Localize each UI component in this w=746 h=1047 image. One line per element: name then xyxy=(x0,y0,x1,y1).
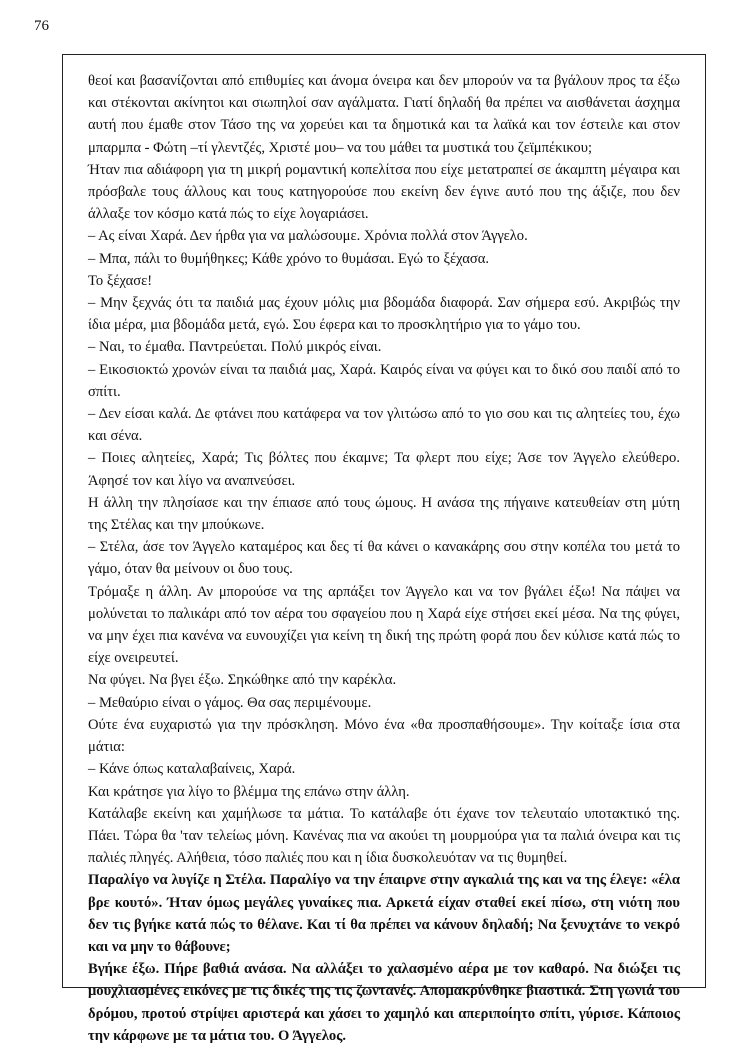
paragraph: – Ναι, το έμαθα. Παντρεύεται. Πολύ μικρός είναι. xyxy=(88,339,382,356)
paragraph: Το ξέχασε! xyxy=(88,272,153,289)
paragraph: – Μεθαύριο είναι ο γάμος. Θα σας περιμένουμε. xyxy=(88,694,372,711)
paragraph: θεοί και βασανίζονται από επιθυμίες και άνομα όνειρα και δεν μπορούν να τα βγάλουν προς τα έξω και στέκονται ακίνητοι και σιωπηλοί σαν αγάλματα. Γιατί δηλαδή θα πρέπει να αισθάνεται άσχημα αυτή που έμαθε στον Τάσο της να χορεύει και τα δημοτικά και τα λαϊκά και τον έστειλε και στον μπαρμπα - Φώτη –τί γλεντζές, Χριστέ μου– να του μάθει τα μυστικά του ζεϊμπέκικου; xyxy=(88,73,680,156)
paragraph: – Εικοσιοκτώ χρονών είναι τα παιδιά μας, Χαρά. Καιρός είναι να φύγει και το δικό σου παιδί από το σπίτι. xyxy=(88,361,680,400)
paragraph: Ήταν πια αδιάφορη για τη μικρή ρομαντική κοπελίτσα που είχε μετατραπεί σε άκαμπτη μέγαιρα και πρόσβαλε τους άλλους και τους κατηγορούσε που εκείνη δεν έγινε αυτό που της άξιζε, που δεν άλλαξε τον κόσμο κατά πώς το είχε λογαριάσει. xyxy=(88,161,680,223)
paragraph: Τρόμαξε η άλλη. Αν μπορούσε να της αρπάξει τον Άγγελο και να τον βγάλει έξω! Να πάψει να μολύνεται το παλικάρι από τον αέρα του σφαγείου που η Χαρά είχε στήσει εκεί μέσα. Να της φύγει, να μην έχει πια κανένα να ευνουχίζει για κείνη τη δική της πρώτη φορά που δεν κύλισε κατά πώς το είχε ονειρευτεί. xyxy=(88,583,680,667)
paragraph: – Κάνε όπως καταλαβαίνεις, Χαρά. xyxy=(88,761,296,778)
paragraph: – Ας είναι Χαρά. Δεν ήρθα για να μαλώσουμε. Χρόνια πολλά στον Άγγελο. xyxy=(88,228,528,245)
paragraph: – Ποιες αλητείες, Χαρά; Τις βόλτες που έκαμνε; Τα φλερτ που είχε; Άσε τον Άγγελο ελεύθερο. Άφησέ τον και λίγο να αναπνεύσει. xyxy=(88,450,680,489)
paragraph: Βγήκε έξω. Πήρε βαθιά ανάσα. Να αλλάξει το χαλασμένο αέρα με τον καθαρό. Να διώξει τις μουχλιασμένες εικόνες με τις δικές της τις ζωντανές. Απομακρύνθηκε βιαστικά. Στη γωνιά του δρόμου, προτού στρίψει αριστερά και χάσει το χαμηλό και απεριποίητο σπίτι, γύρισε. Κάποιος την κάρφωνε με τα μάτια του. Ο Άγγελος. xyxy=(88,961,680,1044)
page-number: 76 xyxy=(34,18,49,34)
paragraph: Και κράτησε για λίγο το βλέμμα της επάνω στην άλλη. xyxy=(88,783,410,800)
paragraph: Κατάλαβε εκείνη και χαμήλωσε τα μάτια. Το κατάλαβε ότι έχανε τον τελευταίο υποτακτικό της. Πάει. Τώρα θα 'ταν τελείως μόνη. Κανένας πια να ακούει τη μουρμούρα για τα παλιά όνειρα και τις παλιές πληγές. Αλήθεια, τόσο παλιές που και η ίδια δυσκολευόταν να τις θυμηθεί. xyxy=(88,805,680,867)
paragraph: – Στέλα, άσε τον Άγγελο καταμέρος και δες τί θα κάνει ο κανακάρης σου στην κοπέλα του μετά το γάμο, όταν θα μείνουν οι δυο τους. xyxy=(88,539,680,578)
paragraph: Η άλλη την πλησίασε και την έπιασε από τους ώμους. Η ανάσα της πήγαινε κατευθείαν στη μύτη της Στέλας και την μπούκωνε. xyxy=(88,494,680,534)
paragraph: Να φύγει. Να βγει έξω. Σηκώθηκε από την καρέκλα. xyxy=(88,672,397,689)
paragraph: Παραλίγο να λυγίζε η Στέλα. Παραλίγο να την έπαιρνε στην αγκαλιά της και να της έλεγε: «έλα βρε κουτό». Ήταν όμως μεγάλες γυναίκες πια. Αρκετά είχαν σταθεί εκεί πίσω, στη νιότη που δεν τις βγήκε κατά πώς το θέλανε. Και τί θα πρέπει να κάνουν δηλαδή; Να ξενυχτάνε το νεκρό και να μην το θάβουνε; xyxy=(88,872,680,955)
paragraph: Ούτε ένα ευχαριστώ για την πρόσκληση. Μόνο ένα «θα προσπαθήσουμε». Την κοίταξε ίσια στα μάτια: xyxy=(88,716,680,756)
body-text xyxy=(88,70,680,1047)
paragraph: – Δεν είσαι καλά. Δε φτάνει που κατάφερα να τον γλιτώσω από το γιο σου και τις αλητείες του, έχω και σένα. xyxy=(88,406,680,445)
paragraph: – Μπα, πάλι το θυμήθηκες; Κάθε χρόνο το θυμάσαι. Εγώ το ξέχασα. xyxy=(88,250,490,267)
paragraph: – Μην ξεχνάς ότι τα παιδιά μας έχουν μόλις μια βδομάδα διαφορά. Σαν σήμερα εσύ. Ακριβώς την ίδια μέρα, μια βδομάδα μετά, εγώ. Σου έφερα και το προσκλητήριο για το γάμο του. xyxy=(88,295,680,334)
